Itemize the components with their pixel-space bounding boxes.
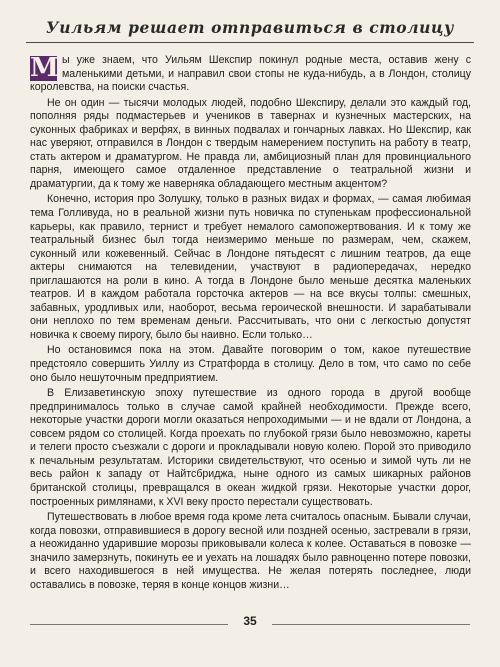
paragraph-3: Конечно, история про Золушку, только в разных видах и формах, — самая любимая тема Голливуда, но в реальной жизни путь новичка по ступенькам профессиональной карьеры, как правило, тернист и требует немалого самопожертвования. И к тому же театральный бизнес был тогда неизмеримо меньше по размерам, чем, скажем, суконный или кожевенный. Сейчас в Лондоне пятьдесят с лишним театров, да еще актеры снимаются на телевидении, участвуют в радиопередачах, нередко приглашаются на роли в кино. А тогда в Лондоне было меньше десятка маленьких театров. И в каждом работала горсточка актеров — на все вкусы толпы: смешных, забавных, уродливых или, наоборот, весьма героической внешности. И зарабатывали они неплохо по тем временам деньги. Рассчитывать, что они с легкостью допустят новичка к своему пирогу, было бы наивно. Если только… [30, 193, 471, 341]
page-number: 35 [243, 614, 257, 628]
body-text [30, 54, 471, 594]
paragraph-6: Путешествовать в любое время года кроме лета считалось опасным. Бывали случаи, когда повозки, отправившиеся в дорогу весной или поздней осенью, застревали в грязи, а неожиданно ударившие морозы приковывали колеса к колее. Оставаться в повозке — значило замерзнуть, покинуть ее и уехать на лошадях было равноценно потере повозки, и всего находившегося в ней имущества. Не желая потерять последнее, люди оставались в повозке, теряя в конце концов жизни… [30, 511, 471, 591]
chapter-title: Уильям решает отправиться в столицу [46, 18, 454, 37]
paragraph-4: Но остановимся пока на этом. Давайте поговорим о том, какое путешествие предстояло совершить Уиллу из Стратфорда в столицу. Дело в том, что само по себе оно было нешуточным предприятием. [30, 344, 471, 384]
footer-rule-left [30, 624, 228, 625]
title-rule [26, 42, 474, 43]
paragraph-5: В Елизаветинскую эпоху путешествие из одного города в другой вообще предпринималось только в случае самой крайней необходимости. Прежде всего, некоторые участки дороги могли оказаться непроходимыми — и не вдали от Лондона, а совсем рядом со столицей. Когда проехать по глубокой грязи было невозможно, кареты и телеги просто съезжали с дороги и прокладывали новую колею. Порой это приводило к печальным результатам. Историки свидетельствуют, что осенью и зимой чуть ли не весь район к западу от Найтсбриджа, ныне одного из самых шикарных районов британской столицы, превращался в океан жидкой грязи. Некоторые участки дорог, построенных римлянами, к XVI веку просто перестали существовать. [30, 387, 471, 508]
drop-cap: М [30, 53, 59, 83]
footer-rule-right [272, 624, 470, 625]
paragraph-2: Не он один — тысячи молодых людей, подобно Шекспиру, делали это каждый год, пополняя ряды подмастерьев и учеников в тавернах и кузнечных мастерских, на суконных фабриках и верфях, в винных подвалах и гончарных лавках. Но Шекспир, как нас уверяют, отправился в Лондон с твердым намерением поступить на работу в театр, стать актером и драматургом. Не правда ли, амбициозный план для провинциального парня, имеющего самое отдаленное представление о театральной жизни и драматургии, да к тому же наверняка обладающего местным акцентом? [30, 96, 471, 190]
paragraph-1 [30, 54, 471, 95]
paragraph-text: ы уже знаем, что Уильям Шекспир покинул родные места, оставив жену с маленькими детьми, и направил свои стопы не куда-нибудь, а в Лондон, столицу королевства, на поиски счастья. [30, 54, 471, 94]
